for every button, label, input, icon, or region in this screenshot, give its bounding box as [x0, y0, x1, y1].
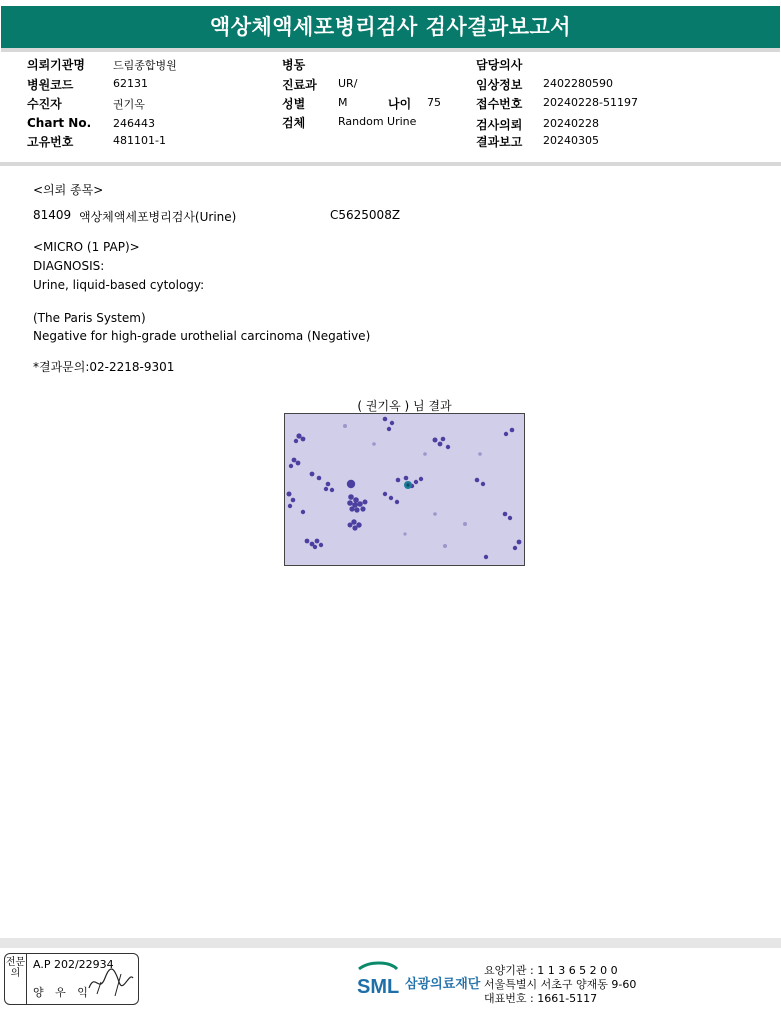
value-unique-id: 481101-1: [113, 134, 166, 147]
signature-role: 전문의: [5, 954, 27, 1004]
order-id: C5625008Z: [330, 208, 401, 222]
label-request-date: 검사의뢰: [476, 118, 523, 132]
label-unique-id: 고유번호: [27, 135, 74, 149]
image-caption: ( 권기옥 ) 님 결과: [357, 399, 452, 413]
label-clinical-info: 임상정보: [476, 78, 523, 92]
paris-system-line: (The Paris System): [33, 311, 146, 325]
label-accession-no: 접수번호: [476, 97, 523, 111]
value-age: 75: [427, 96, 441, 109]
label-specimen: 검체: [282, 116, 306, 130]
result-line: Negative for high-grade urothelial carcinoma (Negative): [33, 329, 371, 343]
report-header: [0, 54, 781, 162]
label-patient: 수진자: [27, 97, 62, 111]
order-code: 81409: [33, 208, 72, 222]
institution-phone: 대표번호 : 1661-5117: [484, 992, 598, 1005]
diagnosis-line: Urine, liquid-based cytology:: [33, 278, 205, 292]
value-chart-no: 246443: [113, 117, 155, 130]
value-department: UR/: [338, 77, 358, 90]
report-title: 액상체액세포병리검사 검사결과보고서: [1, 6, 780, 52]
institution-address: 서울특별시 서초구 양재동 9-60: [484, 978, 637, 991]
logo-text: SML: [357, 976, 400, 998]
pathologist-license: A.P 202/22934: [33, 958, 114, 971]
institution-code: 요양기관 : 1 1 3 6 5 2 0 0: [484, 964, 618, 977]
micro-heading: <MICRO (1 PAP)>: [33, 240, 140, 254]
footer-divider: [0, 938, 781, 948]
label-age: 나이: [388, 97, 412, 111]
value-request-date: 20240228: [543, 117, 599, 130]
order-heading: <의뢰 종목>: [33, 183, 104, 197]
value-patient: 권기옥: [113, 98, 145, 111]
label-ward: 병동: [282, 58, 306, 72]
label-chart-no: Chart No.: [27, 116, 92, 130]
value-institution: 드림종합병원: [113, 59, 177, 72]
value-specimen: Random Urine: [338, 115, 417, 128]
inquiry-line: *결과문의:02-2218-9301: [33, 360, 175, 374]
label-report-date: 결과보고: [476, 135, 523, 149]
value-accession-no: 20240228-51197: [543, 96, 638, 109]
cytology-image: [284, 413, 525, 566]
label-department: 진료과: [282, 78, 317, 92]
value-clinical-info: 2402280590: [543, 77, 613, 90]
sml-logo: [355, 961, 485, 1005]
org-name: 삼광의료재단: [405, 977, 481, 992]
diagnosis-label: DIAGNOSIS:: [33, 259, 105, 273]
label-hospital-code: 병원코드: [27, 78, 74, 92]
cytology-micrograph: [285, 414, 524, 565]
order-name: 액상체액세포병리검사(Urine): [79, 210, 237, 224]
label-institution: 의뢰기관명: [27, 58, 85, 72]
value-hospital-code: 62131: [113, 77, 148, 90]
pathologist-name: 양 우 익: [33, 986, 92, 999]
label-physician: 담당의사: [476, 58, 523, 72]
header-divider: [0, 162, 781, 166]
label-sex: 성별: [282, 97, 306, 111]
signature-box: [4, 953, 139, 1005]
value-sex: M: [338, 96, 348, 109]
handwritten-signature: [85, 964, 137, 1000]
value-report-date: 20240305: [543, 134, 599, 147]
